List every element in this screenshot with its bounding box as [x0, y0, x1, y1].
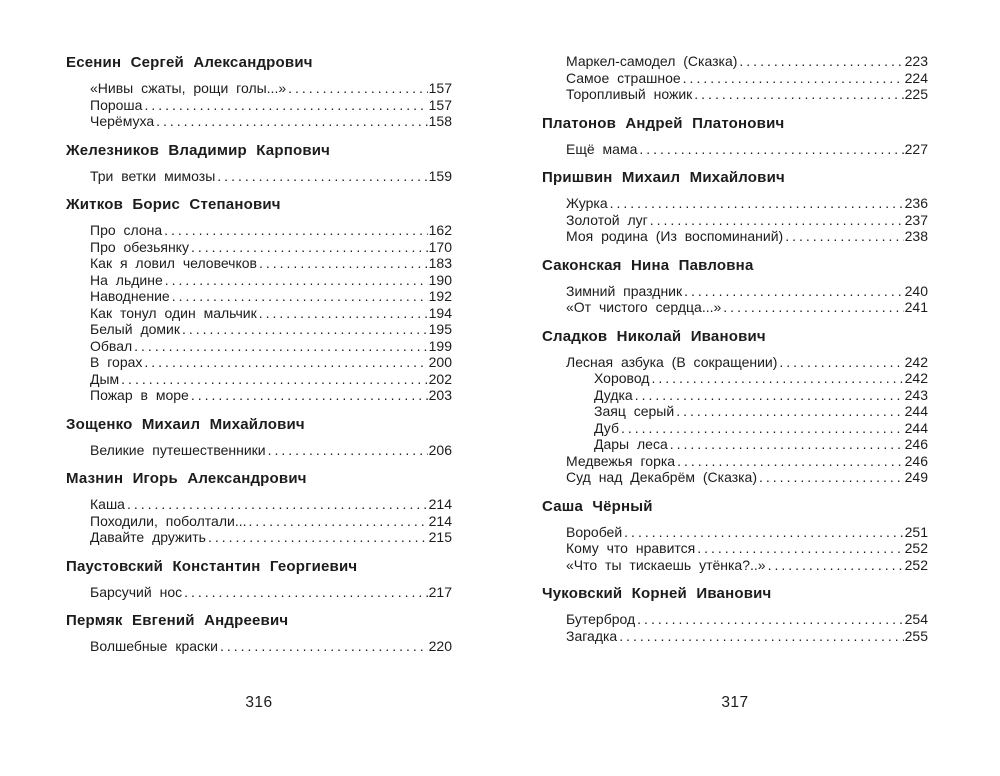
entry-page-number: 157 [428, 96, 452, 113]
dot-leader [723, 299, 903, 316]
dot-leader [217, 168, 427, 185]
entry-title: Про слона [90, 222, 163, 238]
dot-leader [182, 321, 428, 338]
entry-title: Самое страшное [566, 69, 681, 86]
dot-leader [635, 387, 904, 404]
dot-leader [172, 288, 428, 305]
entry-title: Наводнение [90, 288, 170, 304]
entry-title: Барсучий нос [90, 583, 183, 600]
entry-title: Белый домик [90, 321, 180, 337]
entry-page-number: 252 [904, 556, 928, 573]
entry-title: Как тонул один мальчик [90, 304, 257, 321]
dot-leader [127, 496, 428, 513]
dot-leader [259, 255, 428, 272]
entry-title: В горах [90, 354, 143, 370]
entry-title: Пороша [90, 96, 143, 113]
toc-entry [66, 97, 452, 114]
dot-leader [785, 228, 903, 245]
entry-page-number: 202 [428, 370, 452, 387]
entry-page-number: 200 [428, 354, 452, 370]
entry-page-number: 162 [428, 222, 452, 238]
entry-title: Кому что нравится [566, 540, 696, 556]
entry-page-number: 183 [428, 255, 452, 271]
entry-page-number: 242 [904, 353, 928, 370]
toc-entry [542, 611, 928, 628]
dot-leader [184, 584, 428, 601]
toc-entry [542, 283, 928, 300]
entry-title: Бутерброд [566, 611, 636, 627]
entry-page-number: 159 [428, 167, 452, 184]
dot-leader [650, 212, 904, 229]
entry-title: Золотой луг [566, 211, 648, 228]
dot-leader [191, 239, 428, 256]
entry-page-number: 238 [904, 228, 928, 244]
toc-entry [542, 141, 928, 158]
author-heading: Платонов Андрей Платонович [542, 114, 785, 132]
toc-entry [66, 387, 452, 404]
entry-title: Загадка [566, 627, 618, 644]
entry-title: Моя родина (Из воспоминаний) [566, 228, 784, 244]
entry-title: Торопливый ножик [566, 86, 693, 102]
dot-leader [779, 354, 903, 371]
author-heading: Житков Борис Степанович [66, 196, 281, 213]
entry-title: Давайте дружить [90, 529, 206, 545]
entry-title: Великие путешественники [90, 441, 266, 458]
dot-leader [165, 272, 428, 289]
entry-title: Заяц серый [594, 403, 675, 419]
dot-leader [621, 420, 904, 437]
toc-entry [542, 195, 928, 212]
dot-leader [768, 557, 904, 574]
dot-leader [670, 436, 904, 453]
entry-page-number: 249 [904, 469, 928, 485]
dot-leader [610, 195, 904, 212]
entry-page-number: 194 [428, 304, 452, 321]
entry-title: Дым [90, 370, 120, 387]
entry-page-number: 195 [428, 321, 452, 337]
entry-title: Хоровод [594, 370, 650, 386]
toc-entry [66, 529, 452, 546]
toc-entry [542, 469, 928, 486]
toc-entry [66, 255, 452, 272]
dot-leader [684, 283, 904, 300]
entry-page-number: 214 [428, 512, 452, 529]
toc-entry [66, 338, 452, 355]
dot-leader [288, 80, 428, 97]
entry-page-number: 157 [428, 80, 452, 96]
entry-page-number: 203 [428, 387, 452, 403]
entry-title: Дудка [594, 386, 633, 403]
toc-entry [542, 228, 928, 245]
entry-page-number: 242 [904, 370, 928, 386]
toc-entry [542, 354, 928, 371]
toc-section [66, 611, 452, 655]
entry-title: Ещё мама [566, 140, 638, 157]
toc-entry [542, 86, 928, 103]
toc-section [66, 557, 452, 601]
page-number: 317 [721, 694, 749, 711]
toc-page [500, 0, 1000, 776]
entry-page-number: 254 [904, 611, 928, 627]
toc-entry [542, 557, 928, 574]
toc-entry [542, 540, 928, 557]
entry-page-number: 246 [904, 436, 928, 452]
entry-title: Дуб [594, 419, 619, 436]
toc-entry [66, 496, 452, 513]
entry-page-number: 199 [428, 337, 452, 354]
toc-entry [66, 288, 452, 305]
entry-page-number: 255 [904, 627, 928, 644]
entry-title: Как я ловил человечков [90, 255, 257, 271]
toc-section [542, 584, 928, 644]
dot-leader [619, 628, 903, 645]
entry-title: Медвежья горка [566, 452, 676, 469]
toc-entry [66, 305, 452, 322]
toc-section [542, 53, 928, 103]
toc-entry [66, 272, 452, 289]
entry-title: Каша [90, 496, 125, 512]
dot-leader [249, 513, 428, 530]
entry-title: Походили, поболтали... [90, 512, 247, 529]
author-heading: Пришвин Михаил Михайлович [542, 169, 785, 186]
dot-leader [268, 442, 428, 459]
entry-page-number: 217 [428, 583, 452, 600]
entry-page-number: 220 [428, 638, 452, 654]
toc-section [66, 469, 452, 546]
author-heading: Паустовский Константин Георгиевич [66, 557, 358, 575]
entry-page-number: 243 [904, 386, 928, 403]
entry-title: Волшебные краски [90, 638, 218, 654]
entry-page-number: 240 [904, 282, 928, 299]
author-heading: Саконская Нина Павловна [542, 256, 754, 274]
toc-section [66, 141, 452, 185]
entry-page-number: 241 [904, 299, 928, 315]
entry-title: Журка [566, 195, 608, 211]
toc-section [542, 327, 928, 486]
dot-leader [220, 638, 428, 655]
toc-entry [542, 403, 928, 420]
toc-entry [66, 638, 452, 655]
entry-title: Пожар в море [90, 387, 189, 403]
entry-page-number: 215 [428, 529, 452, 545]
author-heading: Пермяк Евгений Андреевич [66, 612, 289, 629]
author-heading: Зощенко Михаил Михайлович [66, 415, 305, 433]
dot-leader [637, 611, 903, 628]
entry-page-number: 225 [904, 86, 928, 102]
entry-title: Про обезьянку [90, 238, 189, 255]
author-heading: Саша Чёрный [542, 497, 653, 515]
dot-leader [683, 70, 904, 87]
entry-page-number: 158 [428, 113, 452, 129]
entry-page-number: 192 [428, 288, 452, 304]
dot-leader [134, 338, 427, 355]
toc-column [500, 0, 1000, 644]
toc-section [542, 256, 928, 316]
entry-title: Три ветки мимозы [90, 167, 216, 184]
toc-section [542, 114, 928, 158]
author-heading: Есенин Сергей Александрович [66, 54, 313, 71]
toc-column [0, 0, 500, 655]
dot-leader [191, 387, 428, 404]
entry-title: Суд над Декабрём (Сказка) [566, 469, 758, 485]
entry-page-number: 206 [428, 441, 452, 458]
toc-section [66, 53, 452, 130]
toc-entry [542, 53, 928, 70]
dot-leader [156, 113, 428, 130]
toc-entry [542, 70, 928, 87]
dot-leader [697, 540, 903, 557]
toc-entry [66, 442, 452, 459]
toc-section [66, 415, 452, 459]
entry-title: Дары леса [594, 436, 668, 452]
entry-page-number: 251 [904, 523, 928, 540]
entry-page-number: 214 [428, 496, 452, 512]
page-number: 316 [245, 694, 273, 711]
entry-page-number: 237 [904, 211, 928, 228]
entry-page-number: 224 [904, 69, 928, 86]
entry-title: «Нивы сжаты, рощи голы...» [90, 80, 287, 96]
toc-entry [542, 453, 928, 470]
entry-title: Обвал [90, 337, 133, 354]
toc-entry [66, 168, 452, 185]
toc-entry [542, 299, 928, 316]
entry-page-number: 223 [904, 53, 928, 69]
entry-page-number: 236 [904, 195, 928, 211]
dot-leader [759, 469, 904, 486]
author-heading: Сладков Николай Иванович [542, 327, 766, 345]
toc-entry [66, 371, 452, 388]
dot-leader [144, 354, 427, 371]
dot-leader [144, 97, 427, 114]
toc-entry [66, 222, 452, 239]
toc-entry [66, 80, 452, 97]
toc-entry [66, 239, 452, 256]
toc-section [542, 168, 928, 245]
toc-entry [66, 354, 452, 371]
toc-entry [66, 513, 452, 530]
entry-title: «От чистого сердца...» [566, 299, 722, 315]
entry-page-number: 244 [904, 419, 928, 436]
entry-page-number: 227 [904, 140, 928, 157]
toc-entry [542, 628, 928, 645]
entry-page-number: 246 [904, 452, 928, 469]
toc-entry [66, 584, 452, 601]
dot-leader [164, 222, 427, 239]
author-heading: Железников Владимир Карпович [66, 141, 331, 159]
dot-leader [694, 86, 903, 103]
entry-title: Маркел-самодел (Сказка) [566, 53, 738, 69]
entry-page-number: 252 [904, 540, 928, 556]
entry-title: На льдине [90, 271, 163, 288]
dot-leader [739, 53, 903, 70]
toc-entry [542, 524, 928, 541]
dot-leader [121, 371, 427, 388]
entry-page-number: 190 [428, 271, 452, 288]
toc-entry [542, 420, 928, 437]
dot-leader [677, 453, 904, 470]
entry-title: Лесная азбука (В сокращении) [566, 353, 778, 370]
toc-entry [66, 321, 452, 338]
dot-leader [639, 141, 903, 158]
author-heading: Чуковский Корней Иванович [542, 585, 772, 602]
toc-section [542, 497, 928, 574]
entry-title: Зимний праздник [566, 282, 683, 299]
entry-title: Воробей [566, 523, 623, 540]
toc-entry [542, 436, 928, 453]
entry-page-number: 170 [428, 238, 452, 255]
toc-entry [542, 212, 928, 229]
dot-leader [651, 370, 903, 387]
toc-section [66, 195, 452, 404]
dot-leader [259, 305, 428, 322]
entry-page-number: 244 [904, 403, 928, 419]
entry-title: Черёмуха [90, 113, 155, 129]
toc-entry [66, 113, 452, 130]
author-heading: Мазнин Игорь Александрович [66, 470, 307, 487]
dot-leader [676, 403, 903, 420]
toc-entry [542, 387, 928, 404]
entry-title: «Что ты тискаешь утёнка?..» [566, 556, 766, 573]
dot-leader [208, 529, 428, 546]
toc-entry [542, 370, 928, 387]
dot-leader [624, 524, 903, 541]
